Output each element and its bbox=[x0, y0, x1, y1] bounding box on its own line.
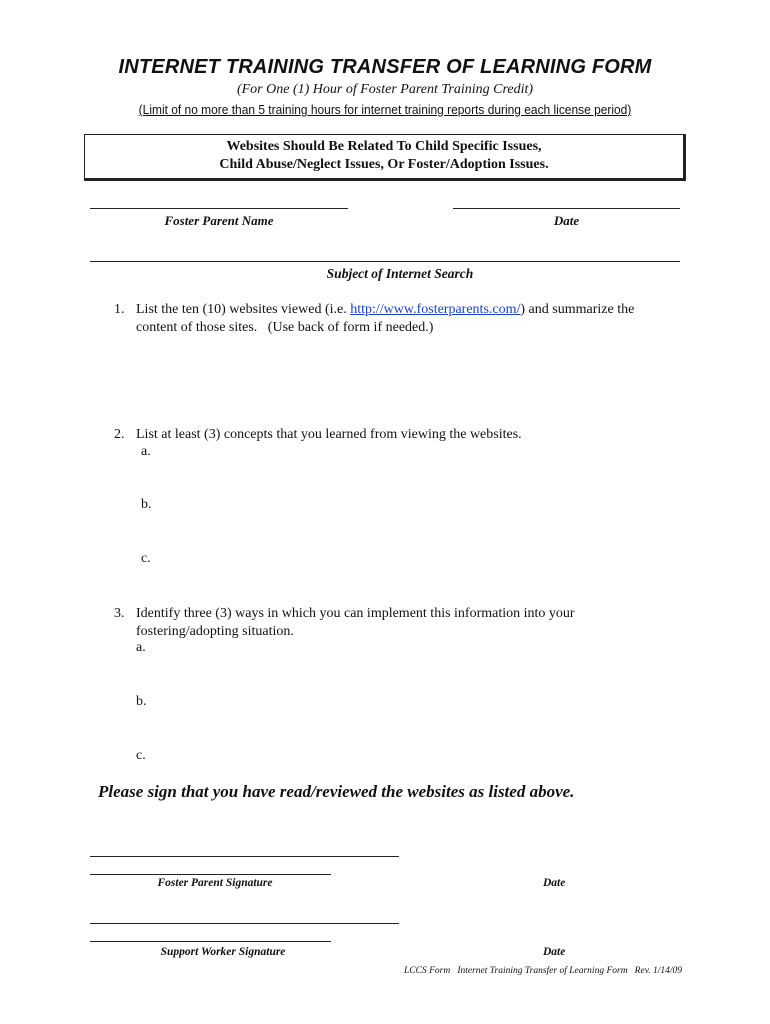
foster-parent-name-label: Foster Parent Name bbox=[164, 213, 274, 228]
question-3-number: 3. bbox=[114, 606, 125, 621]
foster-parent-name-field[interactable] bbox=[90, 208, 348, 209]
notice-line-1: Websites Should Be Related To Child Specific Issues, bbox=[226, 139, 542, 154]
foster-parent-signature-field[interactable] bbox=[90, 856, 399, 857]
foster-parent-signature-label: Foster Parent Signature bbox=[157, 877, 273, 889]
question-3-item-a: a. bbox=[136, 640, 146, 655]
question-2-item-b: b. bbox=[141, 497, 152, 512]
question-2-item-a: a. bbox=[141, 444, 151, 459]
notice-box bbox=[84, 134, 686, 181]
support-worker-signature-underline bbox=[90, 941, 331, 942]
form-footer: LCCS Form Internet Training Transfer of Learning Form Rev. 1/14/09 bbox=[404, 966, 682, 976]
limit-note: (Limit of no more than 5 training hours for internet training reports during each license period) bbox=[138, 102, 632, 117]
question-3 bbox=[114, 605, 704, 645]
question-3-item-c: c. bbox=[136, 748, 146, 763]
form-title: INTERNET TRAINING TRANSFER OF LEARNING FORM bbox=[118, 56, 652, 78]
question-1-text-before-link: List the ten (10) websites viewed (i.e. bbox=[136, 302, 351, 317]
question-3-line-2: fostering/adopting situation. bbox=[136, 624, 294, 639]
support-worker-signature-field[interactable] bbox=[90, 923, 399, 924]
signature-instruction: Please sign that you have read/reviewed the websites as listed above. bbox=[98, 782, 575, 801]
fosterparents-link[interactable]: http://www.fosterparents.com/ bbox=[350, 302, 521, 317]
signature-date-label-1: Date bbox=[543, 877, 566, 889]
question-1-line-2: content of those sites. (Use back of form if needed.) bbox=[136, 320, 434, 335]
question-1-number: 1. bbox=[114, 302, 125, 317]
question-2-item-c: c. bbox=[141, 551, 151, 566]
question-3-item-b: b. bbox=[136, 694, 147, 709]
question-1 bbox=[114, 301, 704, 341]
notice-line-2: Child Abuse/Neglect Issues, Or Foster/Adoption Issues. bbox=[219, 157, 549, 172]
signature-date-label-2: Date bbox=[543, 946, 566, 958]
subject-field[interactable] bbox=[90, 261, 680, 262]
question-2 bbox=[114, 426, 704, 446]
date-label: Date bbox=[553, 213, 580, 228]
question-1-text-after-link: ) and summarize the bbox=[520, 302, 635, 317]
question-3-line-1: Identify three (3) ways in which you can implement this information into your bbox=[136, 606, 575, 621]
subject-label: Subject of Internet Search bbox=[326, 266, 474, 281]
question-2-text: List at least (3) concepts that you learned from viewing the websites. bbox=[136, 427, 522, 442]
foster-parent-signature-underline bbox=[90, 874, 331, 875]
form-subtitle: (For One (1) Hour of Foster Parent Training Credit) bbox=[236, 82, 534, 97]
date-field[interactable] bbox=[453, 208, 680, 209]
question-1-line-1 bbox=[136, 301, 634, 319]
question-2-number: 2. bbox=[114, 427, 125, 442]
support-worker-signature-label: Support Worker Signature bbox=[160, 946, 286, 958]
